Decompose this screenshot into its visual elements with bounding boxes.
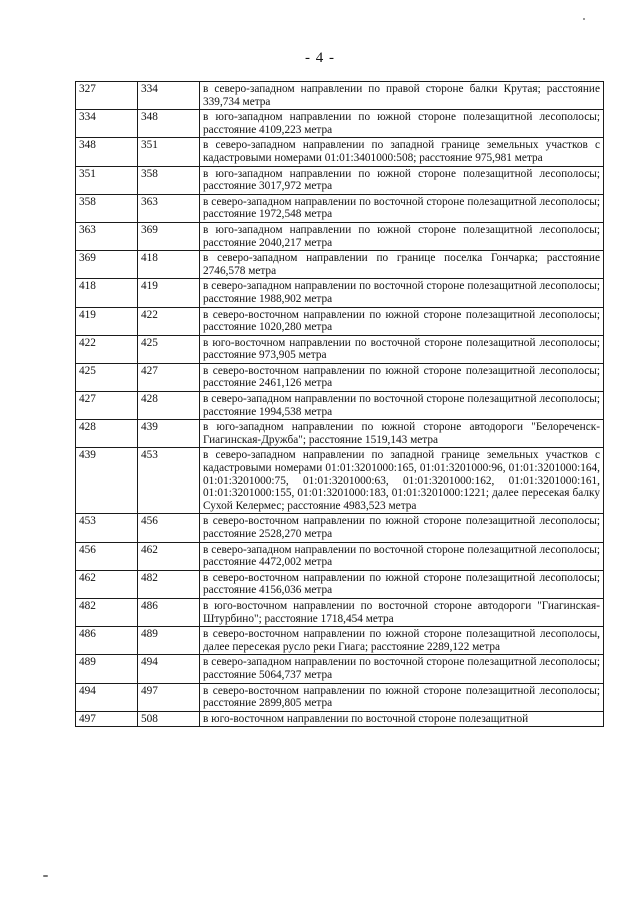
point-from: 482 <box>76 598 138 626</box>
scan-speck <box>583 18 585 20</box>
segment-description: в северо-западном направлении по восточной стороне полезащитной лесополосы; расстояние 1988,902 метра <box>200 279 604 307</box>
table-row <box>76 392 604 420</box>
segment-description: в юго-восточном направлении по восточной стороне полезащитной лесополосы; расстояние 973,905 метра <box>200 335 604 363</box>
boundary-description-table <box>75 81 604 727</box>
segment-description: в северо-восточном направлении по южной стороне полезащитной лесополосы; расстояние 1020,280 метра <box>200 307 604 335</box>
point-to: 351 <box>138 138 200 166</box>
point-to: 348 <box>138 110 200 138</box>
segment-description: в юго-западном направлении по южной стороне полезащитной лесополосы; расстояние 4109,223 метра <box>200 110 604 138</box>
table-row <box>76 110 604 138</box>
point-to: 419 <box>138 279 200 307</box>
table-row <box>76 542 604 570</box>
table-row <box>76 448 604 514</box>
table-row <box>76 711 604 727</box>
page-number: - 4 - <box>305 50 335 66</box>
point-from: 497 <box>76 711 138 727</box>
point-from: 358 <box>76 194 138 222</box>
point-from: 425 <box>76 363 138 391</box>
point-from: 369 <box>76 251 138 279</box>
point-to: 427 <box>138 363 200 391</box>
table-row <box>76 166 604 194</box>
point-to: 456 <box>138 514 200 542</box>
segment-description: в северо-восточном направлении по южной стороне полезащитной лесополосы; расстояние 4156,036 метра <box>200 570 604 598</box>
point-to: 425 <box>138 335 200 363</box>
table-row <box>76 570 604 598</box>
point-to: 494 <box>138 655 200 683</box>
table-row <box>76 194 604 222</box>
point-from: 327 <box>76 82 138 110</box>
table-row <box>76 655 604 683</box>
scan-speck <box>43 875 48 877</box>
point-from: 462 <box>76 570 138 598</box>
table-row <box>76 683 604 711</box>
point-from: 419 <box>76 307 138 335</box>
point-to: 482 <box>138 570 200 598</box>
segment-description: в юго-западном направлении по южной стороне полезащитной лесополосы; расстояние 2040,217 метра <box>200 222 604 250</box>
point-from: 439 <box>76 448 138 514</box>
segment-description: в северо-западном направлении по восточной стороне полезащитной лесополосы; расстояние 4472,002 метра <box>200 542 604 570</box>
table-row <box>76 222 604 250</box>
table-row <box>76 335 604 363</box>
point-from: 363 <box>76 222 138 250</box>
point-to: 497 <box>138 683 200 711</box>
segment-description: в северо-восточном направлении по южной стороне полезащитной лесополосы; расстояние 2461,126 метра <box>200 363 604 391</box>
table-body <box>76 82 604 727</box>
point-to: 369 <box>138 222 200 250</box>
point-to: 334 <box>138 82 200 110</box>
segment-description: в северо-западном направлении по восточной стороне полезащитной лесополосы; расстояние 5064,737 метра <box>200 655 604 683</box>
point-from: 427 <box>76 392 138 420</box>
point-to: 422 <box>138 307 200 335</box>
table-row <box>76 307 604 335</box>
point-to: 418 <box>138 251 200 279</box>
point-to: 486 <box>138 598 200 626</box>
table-row <box>76 82 604 110</box>
table-row <box>76 598 604 626</box>
segment-description: в юго-западном направлении по южной стороне автодороги "Белореченск-Гиагинская-Дружба"; расстояние 1519,143 метра <box>200 420 604 448</box>
segment-description: в северо-западном направлении по восточной стороне полезащитной лесополосы; расстояние 1994,538 метра <box>200 392 604 420</box>
table-row <box>76 251 604 279</box>
table-row <box>76 279 604 307</box>
segment-description: в северо-западном направлении по западной границе земельных участков с кадастровыми номерами 01:01:3401000:508; расстояние 975,981 метра <box>200 138 604 166</box>
segment-description: в северо-восточном направлении по южной стороне полезащитной лесополосы; расстояние 2899,805 метра <box>200 683 604 711</box>
segment-description: в северо-западном направлении по границе поселка Гончарка; расстояние 2746,578 метра <box>200 251 604 279</box>
point-to: 508 <box>138 711 200 727</box>
point-from: 456 <box>76 542 138 570</box>
table-row <box>76 363 604 391</box>
point-to: 358 <box>138 166 200 194</box>
point-from: 418 <box>76 279 138 307</box>
point-to: 428 <box>138 392 200 420</box>
segment-description: в северо-западном направлении по правой стороне балки Крутая; расстояние 339,734 метра <box>200 82 604 110</box>
point-to: 363 <box>138 194 200 222</box>
point-to: 462 <box>138 542 200 570</box>
segment-description: в юго-западном направлении по южной стороне полезащитной лесополосы; расстояние 3017,972 метра <box>200 166 604 194</box>
segment-description: в северо-восточном направлении по южной стороне полезащитной лесополосы; расстояние 2528,270 метра <box>200 514 604 542</box>
point-from: 351 <box>76 166 138 194</box>
segment-description: в северо-восточном направлении по южной стороне полезащитной лесополосы, далее пересекая русло реки Гиага; расстояние 2289,122 метра <box>200 627 604 655</box>
point-from: 348 <box>76 138 138 166</box>
point-to: 439 <box>138 420 200 448</box>
point-from: 428 <box>76 420 138 448</box>
segment-description: в юго-восточном направлении по восточной стороне полезащитной <box>200 711 604 727</box>
point-to: 453 <box>138 448 200 514</box>
point-to: 489 <box>138 627 200 655</box>
segment-description: в юго-восточном направлении по восточной стороне автодороги "Гиагинская-Штурбино"; расстояние 1718,454 метра <box>200 598 604 626</box>
segment-description: в северо-западном направлении по восточной стороне полезащитной лесополосы; расстояние 1972,548 метра <box>200 194 604 222</box>
segment-description: в северо-западном направлении по западной границе земельных участков с кадастровыми номерами 01:01:3201000:165, 01:01:3201000:96, 01:01:3201000:164, 01:01:3201000:75, 01:01:3201000:63, 01:01:3201000:162, 01:01:3201000:161, 01:01:3201000:155, 01:01:3201000:183, 01:01:3201000:1221; далее пересекая балку Сухой Келермес; расстояние 4983,523 метра <box>200 448 604 514</box>
point-from: 422 <box>76 335 138 363</box>
table-row <box>76 514 604 542</box>
table-row <box>76 138 604 166</box>
point-from: 494 <box>76 683 138 711</box>
point-from: 489 <box>76 655 138 683</box>
point-from: 486 <box>76 627 138 655</box>
table-row <box>76 627 604 655</box>
point-from: 334 <box>76 110 138 138</box>
point-from: 453 <box>76 514 138 542</box>
table-row <box>76 420 604 448</box>
